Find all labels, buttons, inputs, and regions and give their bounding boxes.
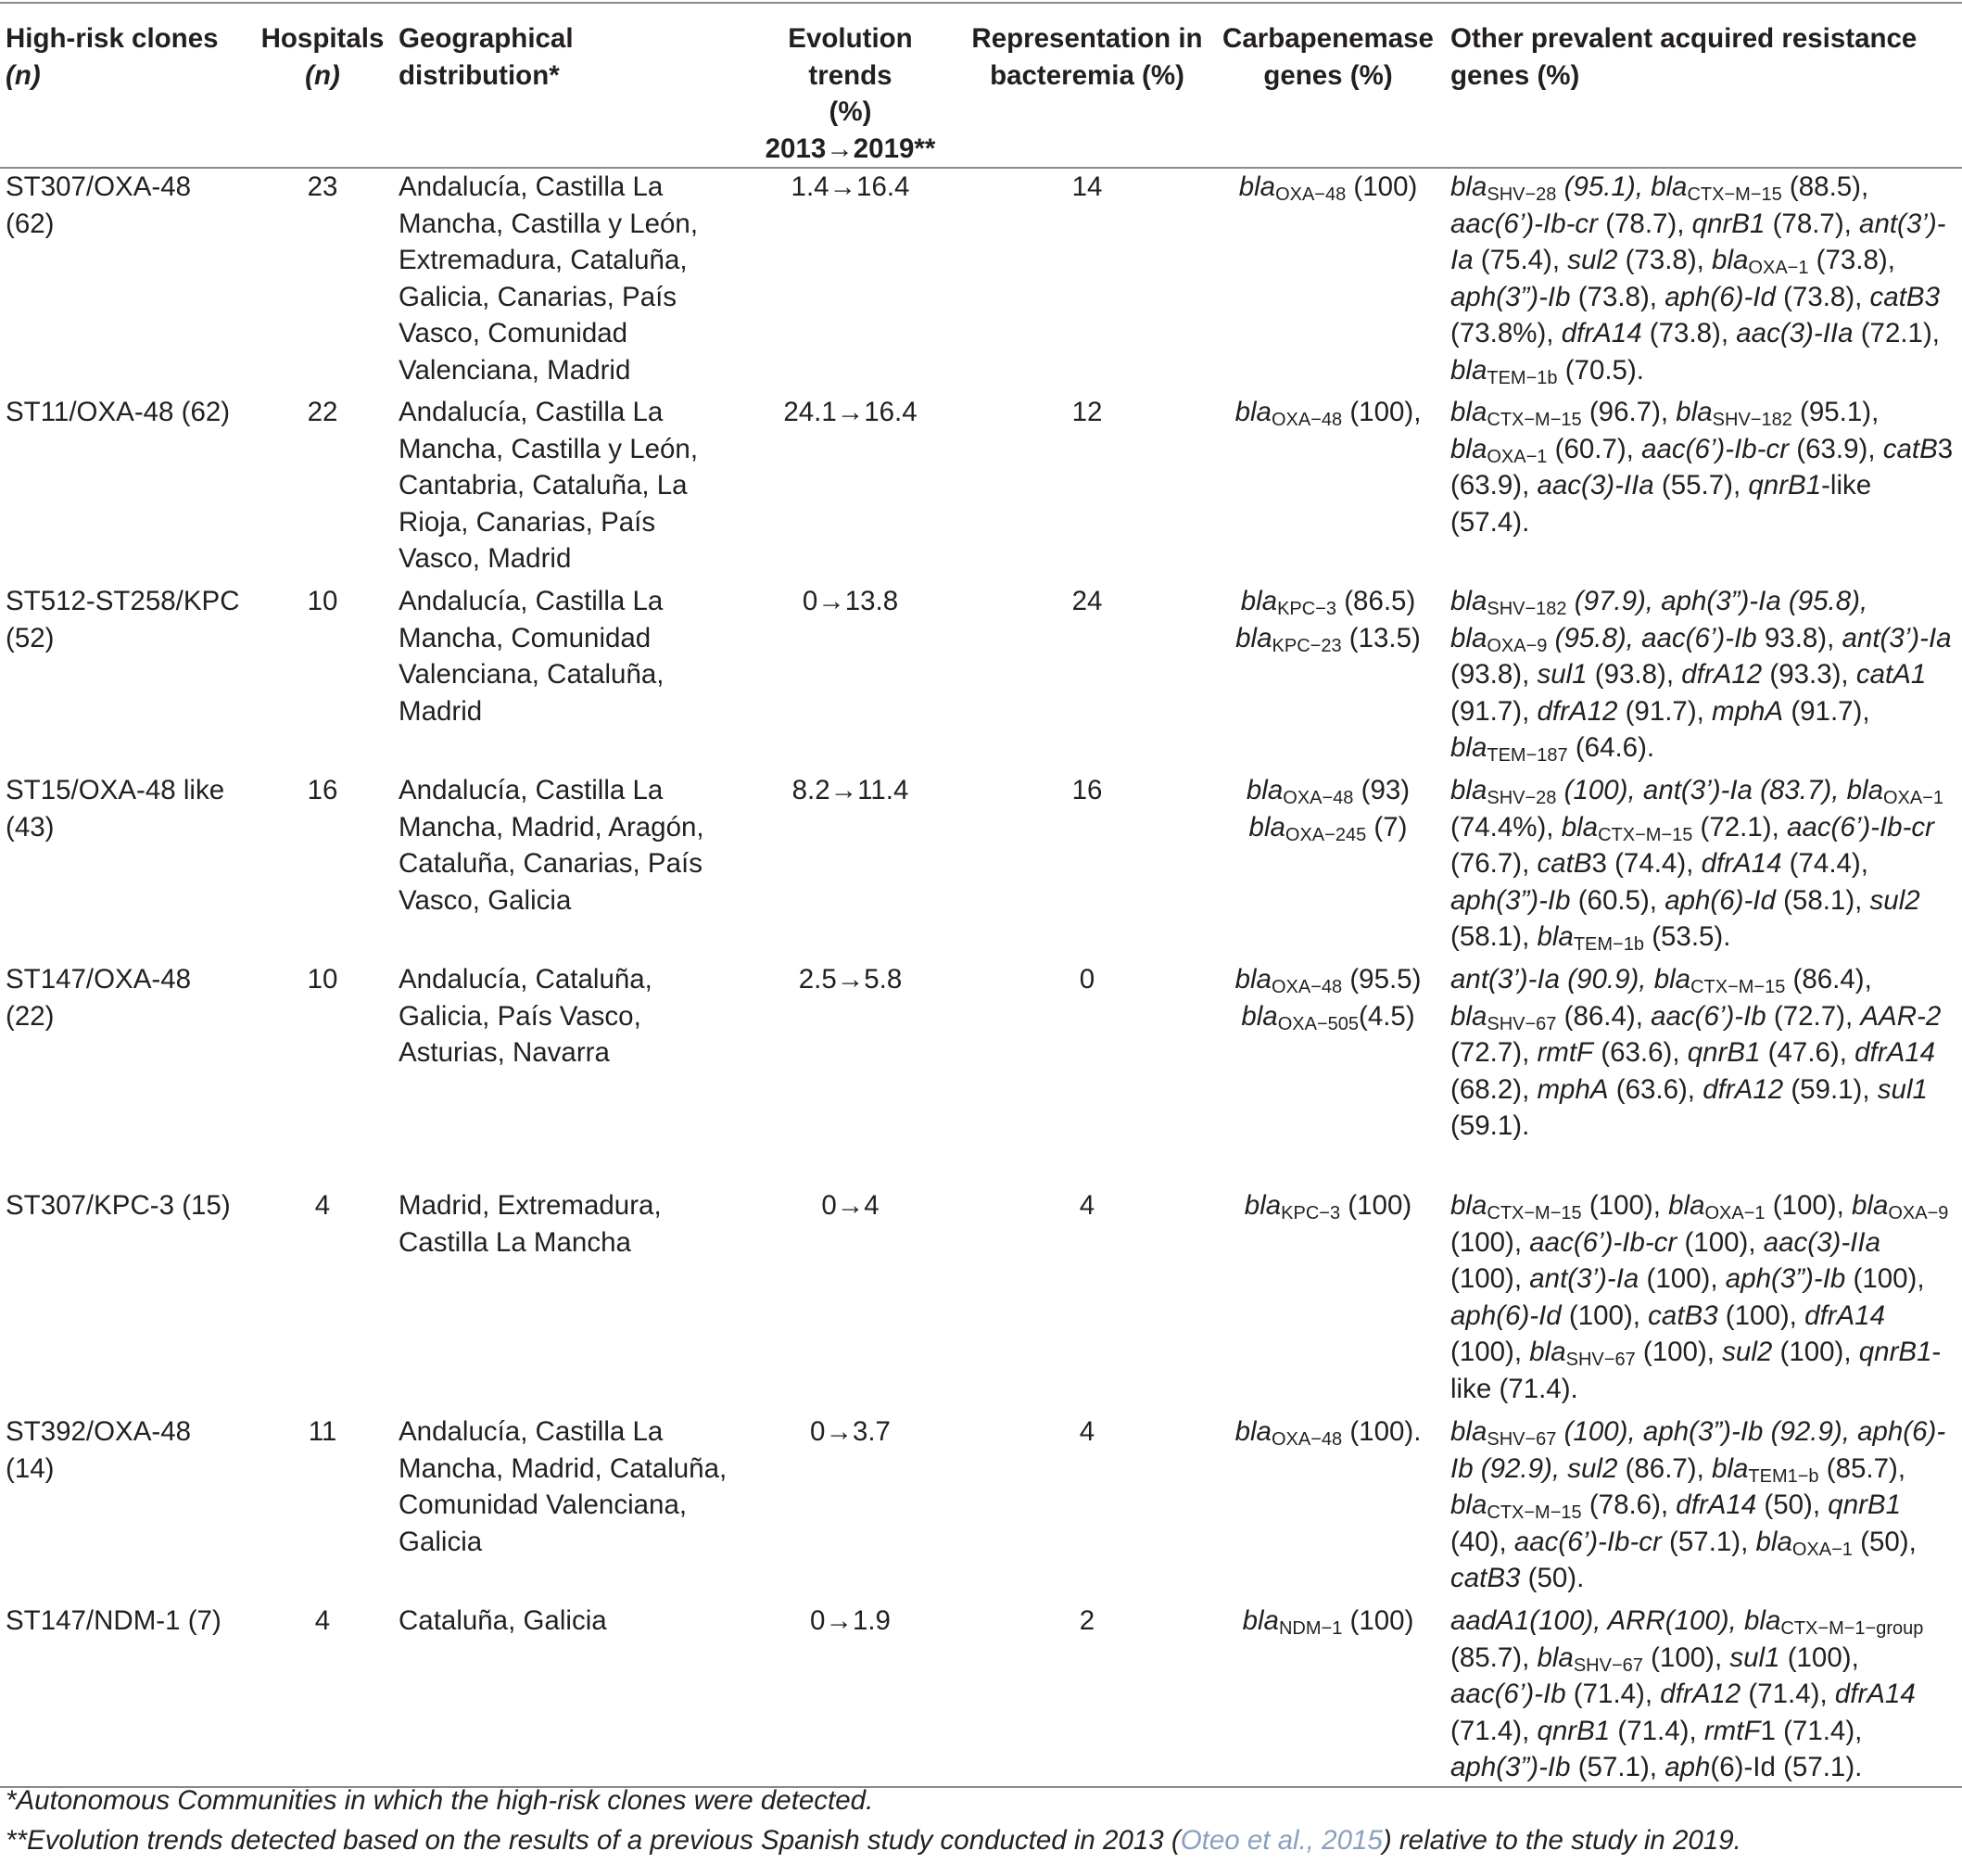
resistance-gene: catA1 (91.7),	[1450, 659, 1927, 727]
cell-carbapenemase	[1211, 772, 1445, 961]
resistance-gene: qnrB1 (40),	[1450, 1489, 1902, 1557]
resistance-gene: aph(3”)-Ib (100),	[1725, 1263, 1925, 1294]
resistance-gene: bla$_{CTX-M-15}$ (88.5),	[1651, 171, 1869, 205]
resistance-gene: aph(6)-Id (100),	[1450, 1299, 1649, 1331]
cell-clone: ST307/KPC-3 (15)	[6, 1190, 231, 1221]
resistance-gene: aac(6’)-Ib (71.4),	[1450, 1679, 1661, 1709]
cell-representation: 24	[1071, 586, 1103, 616]
cell-hospitals: 23	[307, 171, 338, 202]
resistance-gene: aac(6’)-Ib-cr (76.7),	[1450, 811, 1934, 879]
carbapenemase-gene: bla$_{OXA-505}$(4.5)	[1241, 1000, 1415, 1034]
resistance-gene: dfrA12 (59.1),	[1703, 1073, 1878, 1105]
resistance-gene: dfrA14 (68.2),	[1450, 1037, 1936, 1105]
resistance-gene: rmtF1 (71.4),	[1703, 1715, 1863, 1746]
resistance-gene: bla$_{OXA-1}$ (73.8),	[1712, 245, 1895, 278]
header-representation: Representation in bacteremia (%)	[963, 3, 1211, 168]
carbapenemase-gene: bla$_{OXA-245}$ (7)	[1248, 811, 1408, 845]
cell-evolution: 0→3.7	[810, 1416, 891, 1447]
footnote-2: **Evolution trends detected based on the results of a previous Spanish study conducted in 2013 (Oteo et al., 2015) relative to the study in 2019.	[6, 1825, 1741, 1856]
resistance-gene: aph(6)-Id (57.1).	[1665, 1752, 1863, 1782]
carbapenemase-gene: bla$_{OXA-48}$ (93)	[1246, 775, 1411, 808]
table-row	[0, 1603, 1962, 1787]
resistance-gene: dfrA14 (71.4),	[1450, 1679, 1916, 1746]
cell-representation: 14	[1071, 171, 1103, 202]
cell-evolution: 24.1→16.4	[783, 397, 918, 427]
table-row	[0, 168, 1962, 394]
resistance-gene: aadA1(100), ARR(100),	[1450, 1605, 1745, 1636]
cell-clone: ST11/OXA-48 (62)	[6, 397, 231, 427]
table-row	[0, 1187, 1962, 1413]
cell-other-genes	[1445, 961, 1962, 1187]
resistance-gene: aac(6’)-Ib-cr (63.9),	[1641, 433, 1883, 464]
header-hospitals: Hospitals (n)	[252, 3, 393, 168]
resistance-gene: sul2 (73.8),	[1567, 245, 1713, 275]
resistance-gene: qnrB1 (47.6),	[1687, 1037, 1855, 1068]
cell-evolution: 8.2→11.4	[791, 775, 909, 805]
cell-geography: Andalucía, Castilla La Mancha, Madrid, Cataluña, Comunidad Valenciana, Galicia	[399, 1416, 728, 1557]
cell-hospitals: 4	[252, 1603, 393, 1787]
resistance-gene: catB3 (100),	[1648, 1299, 1805, 1331]
resistance-gene: bla$_{OXA-1}$ (100),	[1668, 1190, 1852, 1223]
resistance-gene: bla$_{CTX-M-15}$ (72.1),	[1561, 811, 1787, 845]
resistance-gene: bla$_{OXA-1}$ (74.4%),	[1450, 775, 1944, 843]
cell-carbapenemase	[1211, 583, 1445, 772]
resistance-gene: aac(6’)-Ib 93.8),	[1641, 622, 1842, 653]
resistance-gene: bla$_{SHV-182}$ (97.9),	[1450, 586, 1662, 619]
cell-other-genes	[1445, 1603, 1962, 1787]
cell-geography: Andalucía, Castilla La Mancha, Castilla y León, Extremadura, Cataluña, Galicia, Canarias, País Vasco, Comunidad Valenciana, Madrid	[399, 171, 699, 386]
carbapenemase-gene: bla$_{OXA-48}$ (100).	[1234, 1416, 1422, 1450]
resistance-gene: bla$_{CTX-M-15}$ (100),	[1450, 1190, 1669, 1223]
cell-other-genes	[1445, 1413, 1962, 1603]
resistance-gene: aac(3)-IIa (55.7),	[1537, 470, 1749, 501]
resistance-gene: aph(3”)-Ia (95.8),	[1661, 586, 1868, 616]
resistance-gene: aac(6’)-Ib-cr (57.1),	[1513, 1526, 1756, 1557]
resistance-gene: aph(3”)-Ib (60.5),	[1450, 884, 1665, 916]
resistance-gene: (86.7),	[1617, 1452, 1713, 1484]
resistance-gene: aac(6’)-Ib-cr (78.7),	[1450, 208, 1692, 239]
cell-representation: 0	[1079, 964, 1095, 995]
resistance-gene: dfrA12 (71.4),	[1660, 1679, 1835, 1709]
cell-representation: 2	[963, 1603, 1211, 1787]
cell-geography: Andalucía, Castilla La Mancha, Comunidad Valenciana, Cataluña, Madrid	[399, 586, 665, 727]
cell-other-genes	[1445, 772, 1962, 961]
resistance-gene: catB3 (63.9),	[1450, 433, 1954, 501]
resistance-gene: qnrB1-like (71.4).	[1450, 1337, 1942, 1404]
carbapenemase-gene: bla$_{NDM-1}$ (100)	[1242, 1605, 1414, 1639]
resistance-gene: qnrB1 (71.4),	[1537, 1715, 1704, 1746]
resistance-gene: dfrA14 (73.8),	[1561, 318, 1737, 349]
cell-other-genes	[1445, 394, 1962, 583]
table-row	[0, 961, 1962, 1187]
resistance-gene: dfrA14 (50),	[1676, 1489, 1829, 1520]
resistance-gene: bla$_{SHV-67}$ (100),	[1450, 1416, 1643, 1450]
cell-other-genes	[1445, 583, 1962, 772]
header-evolution-trends: Evolution trends (%) 2013→2019**	[738, 3, 963, 168]
cell-representation: 4	[1079, 1190, 1095, 1221]
cell-clone: ST512-ST258/KPC (52)	[6, 586, 240, 653]
resistance-gene: dfrA12 (93.3),	[1681, 659, 1856, 690]
resistance-gene: aph(3”)-Ib (57.1),	[1450, 1752, 1665, 1782]
resistance-gene: bla$_{SHV-67}$ (86.4),	[1450, 1000, 1652, 1034]
table-row	[0, 1413, 1962, 1603]
resistance-gene: ant(3’)-Ia (75.4),	[1450, 208, 1946, 275]
resistance-gene: bla$_{SHV-67}$ (100),	[1529, 1337, 1723, 1370]
table-header	[0, 3, 1962, 168]
resistance-gene: bla$_{TEM1-b}$ (85.7),	[1712, 1452, 1906, 1487]
carbapenemase-gene: bla$_{KPC-23}$ (13.5)	[1235, 622, 1421, 656]
cell-carbapenemase	[1211, 168, 1445, 394]
resistance-gene: aph(3”)-Ib (73.8),	[1450, 281, 1665, 312]
cell-evolution: 0→1.9	[738, 1603, 963, 1787]
cell-geography: Cataluña, Galicia	[393, 1603, 738, 1787]
resistance-gene: sul2 (100),	[1722, 1337, 1859, 1367]
resistance-gene: qnrB1 (78.7),	[1691, 208, 1860, 239]
cell-clone: ST392/OXA-48 (14)	[6, 1416, 192, 1484]
high-risk-clones-table	[0, 2, 1962, 1788]
cell-hospitals: 11	[308, 1416, 337, 1447]
cell-hospitals: 10	[307, 586, 338, 616]
resistance-gene: bla$_{TEM-1b}$ (70.5).	[1450, 354, 1644, 388]
header-clones: High-risk clones (n)	[0, 3, 252, 168]
table-row	[0, 583, 1962, 772]
cell-geography: Andalucía, Castilla La Mancha, Madrid, Aragón, Cataluña, Canarias, País Vasco, Galicia	[399, 775, 704, 916]
resistance-gene: bla$_{CTX-M-15}$ (86.4),	[1653, 964, 1872, 997]
cell-carbapenemase	[1211, 394, 1445, 583]
resistance-gene: sul2 (58.1),	[1450, 884, 1920, 952]
resistance-gene: bla$_{SHV-67}$ (100),	[1537, 1642, 1730, 1676]
resistance-gene: sul1 (93.8),	[1537, 659, 1682, 690]
header-geographical-distribution: Geographical distribution*	[393, 3, 738, 168]
resistance-gene: dfrA14 (100),	[1450, 1299, 1885, 1367]
cell-geography: Andalucía, Cataluña, Galicia, País Vasco, Asturias, Navarra	[399, 964, 652, 1068]
resistance-gene: bla$_{OXA-1}$ (50),	[1755, 1526, 1917, 1560]
table-body	[0, 168, 1962, 1787]
cell-representation: 12	[1071, 397, 1103, 427]
cell-other-genes	[1445, 1187, 1962, 1413]
cell-evolution: 0→4	[821, 1190, 880, 1221]
resistance-gene: bla$_{CTX-M-15}$ (78.6),	[1450, 1489, 1677, 1523]
resistance-gene: ant(3’)-Ia (100),	[1529, 1263, 1726, 1294]
resistance-gene: aph(6)-Id (73.8),	[1665, 281, 1870, 312]
resistance-gene: bla$_{SHV-28}$ (100),	[1450, 775, 1643, 808]
resistance-gene: bla$_{SHV-28}$ (95.1),	[1450, 171, 1652, 205]
resistance-gene: aph(3”)-Ib (92.9), aph(6)-Ib (92.9), sul2	[1450, 1416, 1946, 1484]
resistance-gene: catB3 (73.8%),	[1450, 281, 1940, 349]
resistance-gene: AAR-2 (72.7),	[1450, 1000, 1942, 1068]
resistance-gene: bla$_{OXA-1}$ (60.7),	[1450, 433, 1642, 467]
resistance-gene: aac(6’)-Ib (72.7),	[1651, 1000, 1861, 1032]
resistance-gene: bla$_{OXA-9}$ (100),	[1450, 1190, 1949, 1258]
resistance-gene: sul1 (59.1).	[1450, 1073, 1928, 1141]
cell-geography: Madrid, Extremadura, Castilla La Mancha	[399, 1190, 662, 1258]
cell-representation: 4	[1079, 1416, 1095, 1447]
cell-representation: 16	[1071, 775, 1103, 805]
cell-clone: ST147/OXA-48 (22)	[6, 964, 192, 1032]
resistance-gene: qnrB1-like (57.4).	[1450, 470, 1872, 538]
cell-geography: Andalucía, Castilla La Mancha, Castilla y León, Cantabria, Cataluña, La Rioja, Canarias, País Vasco, Madrid	[399, 397, 699, 574]
cell-hospitals: 10	[307, 964, 338, 995]
header-other-genes: Other prevalent acquired resistance genes (%)	[1445, 3, 1962, 168]
cell-hospitals: 4	[314, 1190, 331, 1221]
cell-evolution: 0→13.8	[802, 586, 899, 616]
resistance-gene: ant(3’)-Ia (83.7),	[1642, 775, 1847, 805]
resistance-gene: aac(3)-IIa (100),	[1450, 1226, 1880, 1294]
resistance-gene: bla$_{SHV-182}$ (95.1),	[1676, 397, 1880, 430]
resistance-gene: catB3 (74.4),	[1537, 848, 1702, 879]
carbapenemase-gene: bla$_{OXA-48}$ (100)	[1238, 171, 1418, 205]
resistance-gene: mphA (63.6),	[1537, 1073, 1703, 1105]
resistance-gene: dfrA12 (91.7),	[1537, 695, 1713, 727]
carbapenemase-gene: bla$_{OXA-48}$ (100),	[1234, 397, 1422, 430]
cell-hospitals: 22	[307, 397, 338, 427]
resistance-gene: bla$_{CTX-M-15}$ (96.7),	[1450, 397, 1677, 430]
resistance-gene: ant(3’)-Ia (90.9),	[1450, 964, 1654, 995]
cell-clone: ST15/OXA-48 like (43)	[6, 775, 225, 843]
resistance-gene: bla$_{TEM-187}$ (64.6).	[1450, 732, 1655, 766]
reference-link[interactable]: Oteo et al., 2015	[1180, 1825, 1383, 1856]
resistance-gene: mphA (91.7),	[1712, 695, 1870, 727]
resistance-gene: dfrA14 (74.4),	[1701, 848, 1868, 879]
cell-evolution: 2.5→5.8	[798, 964, 903, 995]
cell-clone: ST307/OXA-48 (62)	[6, 171, 192, 239]
cell-other-genes	[1445, 168, 1962, 394]
resistance-gene: aac(6’)-Ib-cr (100),	[1529, 1226, 1764, 1258]
resistance-gene: bla$_{OXA-9}$ (95.8),	[1450, 622, 1642, 656]
resistance-gene: ant(3’)-Ia (93.8),	[1450, 622, 1952, 690]
resistance-gene: bla$_{TEM-1b}$ (53.5).	[1537, 921, 1731, 955]
footnote-1: *Autonomous Communities in which the high-risk clones were detected.	[6, 1785, 874, 1816]
resistance-gene: aac(3)-IIa (72.1),	[1736, 318, 1940, 349]
resistance-gene: sul1 (100),	[1729, 1642, 1859, 1673]
cell-carbapenemase	[1211, 1413, 1445, 1603]
cell-carbapenemase	[1211, 1187, 1445, 1413]
header-carbapenemase-genes: Carbapenemase genes (%)	[1211, 3, 1445, 168]
carbapenemase-gene: bla$_{KPC-3}$ (100)	[1244, 1190, 1412, 1223]
resistance-gene: rmtF (63.6),	[1537, 1037, 1688, 1068]
cell-clone: ST147/NDM-1 (7)	[0, 1603, 252, 1787]
carbapenemase-gene: bla$_{KPC-3}$ (86.5)	[1240, 586, 1416, 619]
resistance-gene: catB3 (50).	[1450, 1563, 1585, 1593]
carbapenemase-gene: bla$_{OXA-48}$ (95.5)	[1234, 964, 1422, 997]
cell-hospitals: 16	[307, 775, 338, 805]
cell-carbapenemase	[1211, 1603, 1445, 1787]
table-row	[0, 772, 1962, 961]
cell-evolution: 1.4→16.4	[791, 171, 910, 202]
cell-carbapenemase	[1211, 961, 1445, 1187]
resistance-gene: bla$_{CTX-M-1-group}$ (85.7),	[1450, 1605, 1924, 1673]
resistance-gene: aph(6)-Id (58.1),	[1665, 884, 1870, 916]
table-row	[0, 394, 1962, 583]
